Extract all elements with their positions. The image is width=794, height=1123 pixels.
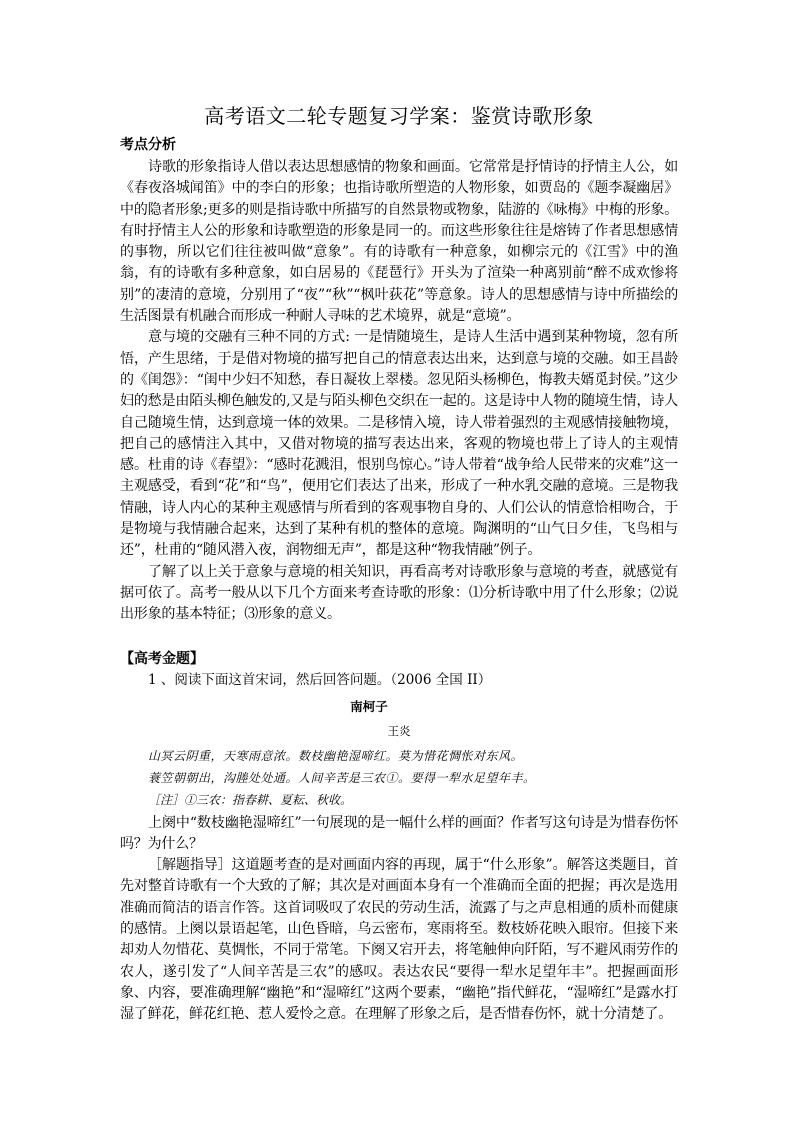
question-intro: 1 、阅读下面这首宋词，然后回答问题。（2006 全国 II） [148,671,492,688]
poem-title: 南柯子 [350,698,388,714]
analysis-paragraph-2: 意与境的交融有三种不同的方式: 一是情随境生，是诗人生活中遇到某种物境，忽有所悟，产生思绪，于是借对物境的描写把自己的情意表达出来，达到意与境的交融。如王昌龄的《闺怨》：“闺中少妇不知愁，春日凝妆上翠楼。忽见陌头杨柳色，悔教夫婿觅封侯。”这少妇的愁是由陌头柳色触发的,又是与陌头柳色交织在一起的。这是诗中人物的随境生情，诗人自己随境生情，达到意境一体的效果。二是移情入境，诗人带着强烈的主观感情接触物境，把自己的感情注入其中，又借对物境的描写表达出来，客观的物境也带上了诗人的主观情感。杜甫的诗《春望》：“感时花溅泪，恨别鸟惊心。”诗人带着“战争给人民带来的灾难”这一主观感受，看到“花”和“鸟”，便用它们表达了出来，形成了一种水乳交融的意境。三是物我情融，诗人内心的某种主观感情与所看到的客观事物自身的、人们公认的情意恰相吻合，于是物境与我情融合起来，达到了某种有机的整体的意境。陶渊明的“山气日夕佳，飞鸟相与还”，杜甫的“随风潜入夜，润物细无声”，都是这种“物我情融”例子。 [120,329,678,559]
section-gap [120,626,678,648]
poem-note: ［注］①三农：指春耕、夏耘、秋收。 [148,792,353,807]
question-ask: 上阕中“数枝幽艳湿啼红”一句展现的是一幅什么样的画面？作者写这句诗是为惜春伤怀吗？为什么？ [120,814,678,852]
section-heading-exam: 【高考金题】 [120,650,204,667]
document-page [120,100,678,1026]
poem-line-1: 山冥云阴重，天寒雨意浓。数枝幽艳湿啼红。莫为惜花惆怅对东风。 [148,748,524,763]
page-title: 高考语文二轮专题复习学案：鉴赏诗歌形象 [204,104,594,128]
answer-guidance: ［解题指导］这道题考查的是对画面内容的再现，属于“什么形象”。解答这类题目，首先对整首诗歌有一个大致的了解；其次是对画面本身有一个准确而全面的把握；再次是选用准确而简洁的语言作答。这首词吸叹了农民的劳动生活，流露了与之声息相通的质朴而健康的感情。上阕以景语起笔，山色昏暗，乌云密布，寒雨将至。数枝娇花映入眼帘。但接下来却劝人勿惜花、莫惆怅，不同于常笔。下阕又宕开去，将笔触伸向阡陌，写不避风雨劳作的农人，遂引发了“人间辛苦是三农”的感叹。表达农民“要得一犁水足望年丰”。把握画面形象、内容，要准确理解“幽艳”和“湿啼红”这两个要素，“幽艳”指代鲜花，“湿啼红”是露水打湿了鲜花，鲜花红艳、惹人爱怜之意。在理解了形象之后，是否惜春伤怀，就十分清楚了。 [120,857,678,1023]
poem-line-2: 蓑笠朝朝出，沟塍处处通。人间辛苦是三农①。要得一犁水足望年丰。 [148,770,536,785]
analysis-paragraph-1: 诗歌的形象指诗人借以表达思想感情的物象和画面。它常常是抒情诗的抒情主人公，如《春夜洛城闻笛》中的李白的形象；也指诗歌所塑造的人物形象，如贾岛的《题李凝幽居》中的隐者形象;更多的则是指诗歌中所描写的自然景物或物象，陆游的《咏梅》中梅的形象。有时抒情主人公的形象和诗歌塑造的形象是同一的。而这些形象往往是熔铸了作者思想感情的事物，所以它们往往被叫做“意象”。有的诗歌有一种意象，如柳宗元的《江雪》中的渔翁，有的诗歌有多种意象，如白居易的《琵琶行》开头为了渲染一种离别前“醉不成欢惨将别”的凄清的意境，分别用了“夜”“秋”“枫叶荻花”等意象。诗人的思想感情与诗中所描绘的生活图景有机融合而形成一种耐人寻味的艺术境界，就是“意境”。 [120,159,678,325]
poem-author: 王炎 [387,723,411,738]
section-heading-analysis: 考点分析 [120,137,176,153]
analysis-paragraph-3: 了解了以上关于意象与意境的相关知识，再看高考对诗歌形象与意境的考查，就感觉有据可依了。高考一般从以下几个方面来考查诗歌的形象：⑴分析诗歌中用了什么形象；⑵说出形象的基本特征；⑶形象的意义。 [120,563,678,623]
